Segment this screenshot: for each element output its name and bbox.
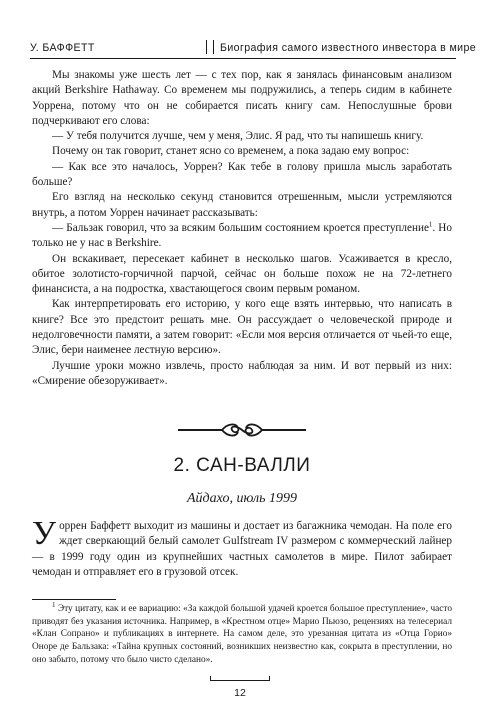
quote-paragraph [32, 221, 452, 252]
paragraph: — У тебя получится лучше, чем у меня, Элис. Я рад, что ты напишешь книгу. [52, 130, 424, 143]
paragraph: Он вскакивает, пересекает кабинет в несколько шагов. Усаживается в кресло, обитое золотисто-горчичной парчой, сейчас он больше похож не на 72-летнего финансиста, а на подростка, хвастающегося своим первым романом. [32, 252, 452, 296]
paragraph: Его взгляд на несколько секунд становится отрешенным, мысли устремляются внутрь, а потом Уоррен начинает рассказывать: [32, 191, 452, 219]
footnote-text: Эту цитату, как и ее вариацию: «За каждой большой удачей кроется большое преступление», часто приводят без указания источника. Например, в «Крестном отце» Марио Пьюзо, рецензиях на телесериал «Клан Сопрано» и публикациях в интернете. На самом деле, это урезанная цитата из «Отца Горио» Оноре де Бальзака: «Тайна крупных состояний, возникших неизвестно как, сокрыта в преступлении, но оно забыто, потому что было чисто сделано». [32, 604, 452, 665]
running-header [30, 40, 477, 56]
footnote-rule [32, 599, 116, 600]
chapter-opening [32, 515, 452, 580]
paragraph: — Как все это началось, Уоррен? Как тебе в голову пришла мысль заработать больше? [32, 160, 452, 189]
paragraph: Лучшие уроки можно извлечь, просто наблюдая за ним. И вот первый из них: «Смирение обезоруживает». [32, 359, 452, 387]
drop-cap: У [32, 515, 57, 552]
main-text [32, 68, 452, 389]
quote-text: — Бальзак говорил, что за всяким большим состоянием кроется преступление [52, 221, 429, 234]
footnote-ref[interactable]: 1 [428, 220, 433, 229]
page-number: 12 [234, 687, 246, 699]
paragraph: Мы знакомы уже шесть лет — с тех пор, как я занялась финансовым анализом акций Berkshire Hathaway. Со временем мы подружились, а теперь сидим в кабинете Уоррена, потому что он не собирается писать книгу сам. Непослушные брови подчеркивают его слова: [32, 69, 452, 127]
ornament-divider-icon [178, 422, 306, 438]
page-number-frame [210, 680, 270, 705]
chapter-subtitle: Айдахо, июль 1999 [187, 491, 297, 506]
header-rule [30, 58, 456, 59]
paragraph: Почему он так говорит, станет ясно со временем, а пока задаю ему вопрос: [52, 145, 410, 158]
header-author: У. БАФФЕТТ [30, 42, 95, 54]
footnote-number: 1 [52, 600, 56, 609]
paragraph: Как интерпретировать его историю, у кого еще взять интервью, что написать в книге? Все это предстоит решать мне. Он рассуждает о человеческой природе и недолговечности памяти, а затем говорит: «Если моя версия отличается от чьей-то еще, Элис, бери наименее лестную версию». [32, 298, 452, 357]
chapter-title: 2. САН-ВАЛЛИ [173, 455, 311, 476]
chapter-paragraph: оррен Баффетт выходит из машины и достает из багажника чемодан. На поле его ждет сверкающий белый самолет Gulfstream IV размером с коммерческий лайнер — в 1999 году один из крупнейших частных самолетов в мире. Пилот забирает чемодан и отправляет его в грузовой отсек. [32, 520, 452, 578]
footnote [32, 600, 452, 667]
quote-text-end: . Но только не у нас в Berkshire. [32, 221, 452, 250]
header-separator [206, 40, 214, 54]
header-book-title: Биография самого известного инвестора в мире [220, 42, 477, 54]
